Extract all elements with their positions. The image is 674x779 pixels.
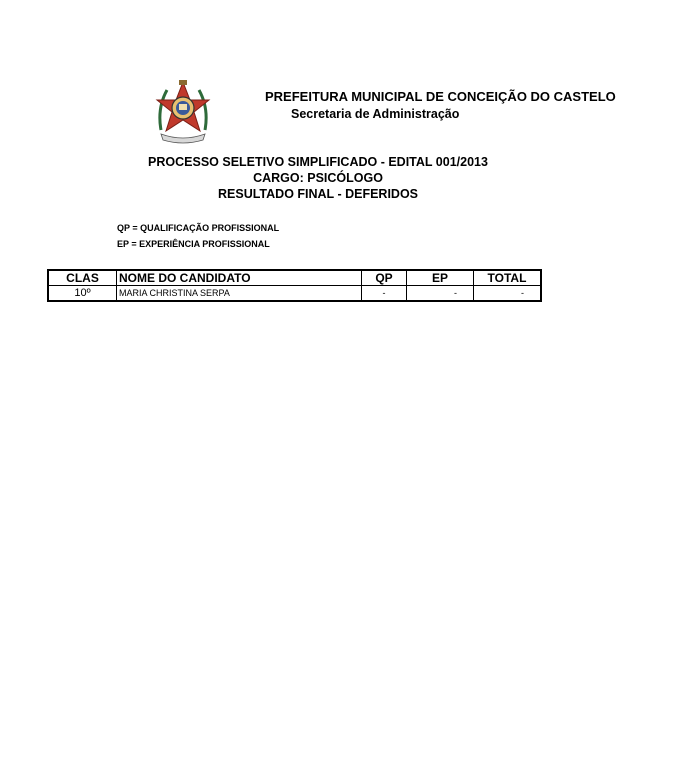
- department-name: Secretaria de Administração: [291, 107, 460, 121]
- cell-ep: -: [407, 286, 474, 302]
- role-title: CARGO: PSICÓLOGO: [253, 171, 383, 185]
- col-header-qp: QP: [362, 270, 407, 286]
- cell-nome: MARIA CHRISTINA SERPA: [117, 286, 362, 302]
- col-header-clas: CLAS: [48, 270, 117, 286]
- legend-qp: QP = QUALIFICAÇÃO PROFISSIONAL: [117, 223, 280, 233]
- results-table: [47, 269, 542, 302]
- col-header-nome: NOME DO CANDIDATO: [117, 270, 362, 286]
- cell-qp: -: [362, 286, 407, 302]
- legend-ep: EP = EXPERIÊNCIA PROFISSIONAL: [117, 239, 270, 249]
- org-name: PREFEITURA MUNICIPAL DE CONCEIÇÃO DO CASTELO: [265, 89, 616, 104]
- col-header-ep: EP: [407, 270, 474, 286]
- table-header-row: [48, 270, 541, 286]
- result-title: RESULTADO FINAL - DEFERIDOS: [218, 187, 418, 201]
- coat-of-arms-icon: [153, 78, 213, 144]
- col-header-total: TOTAL: [474, 270, 542, 286]
- cell-total: -: [474, 286, 542, 302]
- cell-clas: 10º: [48, 286, 117, 302]
- table-row: [48, 286, 541, 302]
- process-title: PROCESSO SELETIVO SIMPLIFICADO - EDITAL 001/2013: [148, 155, 488, 169]
